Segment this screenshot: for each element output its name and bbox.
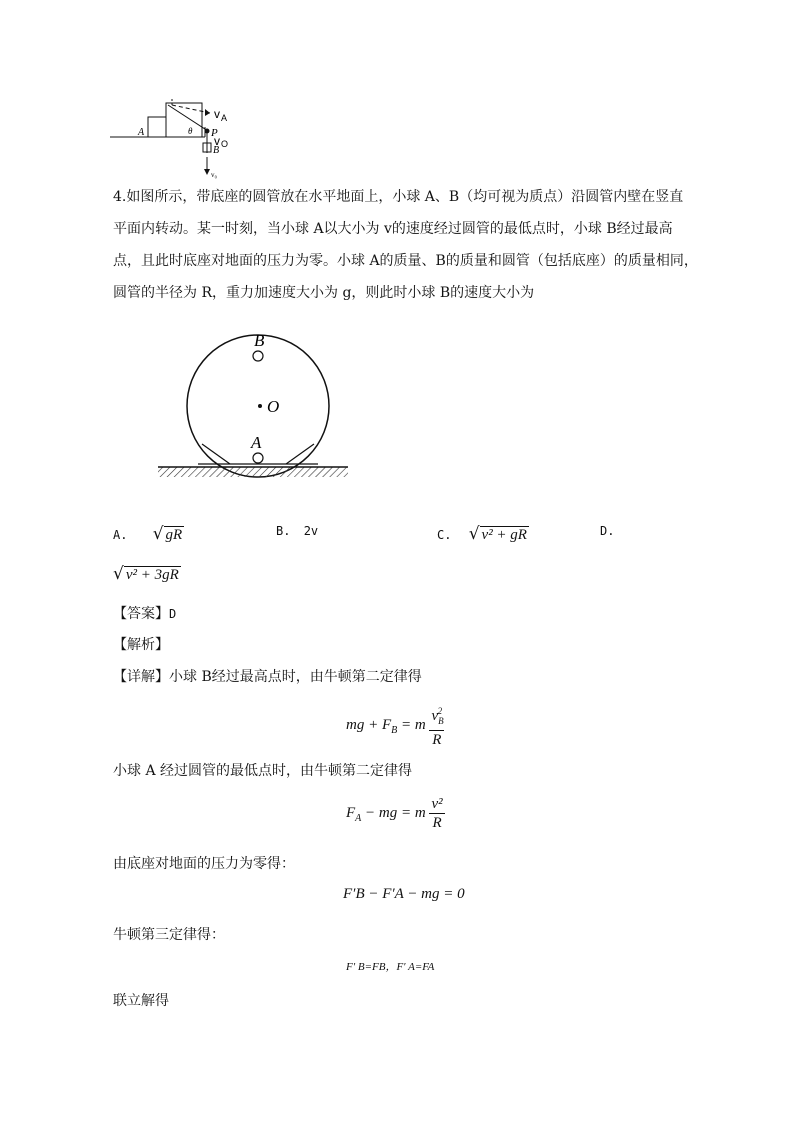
label-P: P xyxy=(211,127,218,139)
detail-line-4: 牛顿第三定律得： xyxy=(113,927,225,943)
detail-label: 【详解】 xyxy=(113,669,169,685)
label-B-small: B xyxy=(213,145,220,156)
label-vO: v xyxy=(214,134,220,148)
answer-value: D xyxy=(169,607,177,621)
label-O: O xyxy=(267,397,280,416)
label-B: B xyxy=(254,331,265,350)
answer-line xyxy=(113,603,176,623)
question-number: 4. xyxy=(113,189,127,205)
question-line-2: 平面内转动。某一时刻，当小球 A以大小为 v的速度经过圆管的最低点时，小球 B经过最高 xyxy=(113,221,673,237)
option-d[interactable] xyxy=(600,524,614,538)
label-theta: θ xyxy=(188,126,193,136)
detail-text-1: 小球 B经过最高点时，由牛顿第二定律得 xyxy=(169,669,422,685)
detail-line-2: 小球 A 经过圆管的最低点时，由牛顿第二定律得 xyxy=(113,763,413,779)
tube-figure xyxy=(155,326,360,486)
label-vA: v xyxy=(214,107,220,121)
option-c-label: C. xyxy=(437,528,452,542)
equation-2: $F_A$ − mg = m $\frac{\text{v²}}{R}$ xyxy=(346,796,443,831)
label-vA-sub: A xyxy=(221,113,228,123)
equation-3: F′B − F′A − mg = 0 xyxy=(343,886,465,902)
ball-B xyxy=(253,351,263,361)
equation-1: mg + $F_B = m$ $\frac{v_B^2}{R}$ xyxy=(346,702,444,749)
option-b-label: B. xyxy=(276,524,291,538)
option-a-label: A. xyxy=(113,528,128,542)
option-b-expr: 2v xyxy=(303,524,319,538)
question-line-4: 圆管的半径为 R，重力加速度大小为 g，则此时小球 B的速度大小为 xyxy=(113,285,535,301)
question-line-1 xyxy=(113,186,683,206)
detail-line-5: 联立解得 xyxy=(113,993,169,1009)
option-c[interactable] xyxy=(437,524,529,544)
label-A: A xyxy=(251,433,262,452)
option-a[interactable] xyxy=(113,524,184,544)
center-dot xyxy=(258,404,262,408)
label-A-small: A xyxy=(138,127,145,138)
question-text-1: 如图所示，带底座的圆管放在水平地面上，小球 A、B（均可视为质点）沿圆管内壁在竖直 xyxy=(126,189,684,205)
detail-line-1 xyxy=(113,666,422,686)
option-c-expr: √ v² + gR xyxy=(468,524,527,544)
label-v0: v₀ xyxy=(211,171,217,179)
label-vO-sub: O xyxy=(221,139,229,149)
option-d-label: D. xyxy=(600,524,615,538)
option-b[interactable] xyxy=(276,524,318,538)
detail-line-3: 由底座对地面的压力为零得： xyxy=(113,856,295,872)
option-a-expr: √ gR xyxy=(152,524,183,544)
question-line-3: 点，且此时底座对地面的压力为零。小球 A的质量、B的质量和圆管（包括底座）的质量相同， xyxy=(113,253,698,269)
option-d-expr: √ v² + 3gR xyxy=(113,564,179,584)
answer-label: 【答案】 xyxy=(113,606,169,622)
analysis-label: 【解析】 xyxy=(113,637,169,653)
equation-4: F′ B=FB，F′ A=FA xyxy=(346,961,435,973)
top-mechanics-figure xyxy=(110,95,260,180)
ball-A xyxy=(253,453,263,463)
ground-hatch xyxy=(158,467,348,477)
